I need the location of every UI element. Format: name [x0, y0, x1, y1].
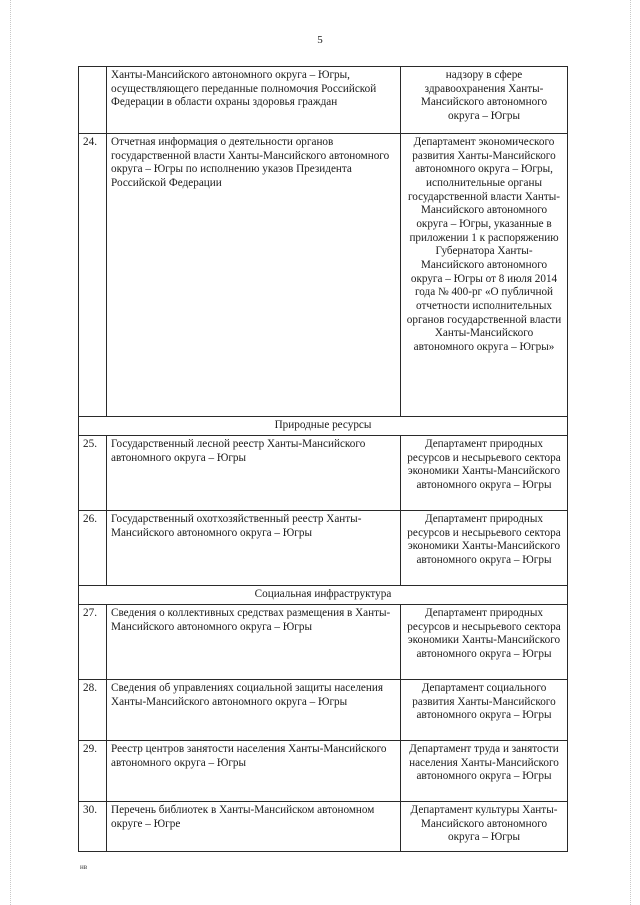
section-heading-social-infrastructure: Социальная инфраструктура: [79, 586, 568, 605]
row-title: Реестр центров занятости населения Ханты-Мансийского автономного округа – Югры: [107, 741, 401, 802]
row-number: 27.: [79, 605, 107, 680]
row-title: Государственный лесной реестр Ханты-Мансийского автономного округа – Югры: [107, 436, 401, 511]
row-responsible-org: Департамент природных ресурсов и несырьевого сектора экономики Ханты-Мансийского автономного округа – Югры: [401, 511, 568, 586]
table-row: [79, 67, 568, 134]
table-row: [79, 134, 568, 417]
row-title: Ханты-Мансийского автономного округа – Югры, осуществляющего переданные полномочия Российской Федерации в области охраны здоровья граждан: [107, 67, 401, 134]
row-title: Отчетная информация о деятельности органов государственной власти Ханты-Мансийского автономного округа – Югры по исполнению указов Президента Российской Федерации: [107, 134, 401, 417]
scan-edge-right: [630, 0, 632, 905]
row-responsible-org: надзору в сфере здравоохранения Ханты-Мансийского автономного округа – Югры: [401, 67, 568, 134]
table-row: [79, 680, 568, 741]
section-heading-natural-resources: Природные ресурсы: [79, 417, 568, 436]
scan-edge-left: [10, 0, 12, 905]
row-responsible-org: Департамент социального развития Ханты-Мансийского автономного округа – Югры: [401, 680, 568, 741]
row-number: 25.: [79, 436, 107, 511]
row-responsible-org: Департамент природных ресурсов и несырьевого сектора экономики Ханты-Мансийского автономного округа – Югры: [401, 436, 568, 511]
table-row: [79, 741, 568, 802]
row-number: 24.: [79, 134, 107, 417]
row-number: 29.: [79, 741, 107, 802]
row-responsible-org: Департамент природных ресурсов и несырьевого сектора экономики Ханты-Мансийского автономного округа – Югры: [401, 605, 568, 680]
section-row: [79, 417, 568, 436]
row-responsible-org: Департамент экономического развития Ханты-Мансийского автономного округа – Югры, исполнительные органы государственной власти Ханты-Мансийского автономного округа – Югры, указанные в приложении 1 к распоряжению Губернатора Ханты-Мансийского автономного округа – Югры от 8 июля 2014 года № 400-рг «О публичной отчетности исполнительных органов государственной власти Ханты-Мансийского автономного округа – Югры»: [401, 134, 568, 417]
row-number: 30.: [79, 802, 107, 852]
row-number: [79, 67, 107, 134]
table-row: [79, 802, 568, 852]
table-row: [79, 605, 568, 680]
row-title: Сведения о коллективных средствах размещения в Ханты-Мансийского автономного округа – Югры: [107, 605, 401, 680]
row-responsible-org: Департамент культуры Ханты-Мансийского автономного округа – Югры: [401, 802, 568, 852]
footer-code: нв: [80, 863, 88, 871]
row-number: 26.: [79, 511, 107, 586]
section-row: [79, 586, 568, 605]
row-title: Государственный охотхозяйственный реестр Ханты-Мансийского автономного округа – Югры: [107, 511, 401, 586]
table-row: [79, 436, 568, 511]
page-number: 5: [317, 34, 323, 46]
row-number: 28.: [79, 680, 107, 741]
registry-table: [78, 66, 568, 852]
row-title: Перечень библиотек в Ханты-Мансийском автономном округе – Югре: [107, 802, 401, 852]
table-row: [79, 511, 568, 586]
row-responsible-org: Департамент труда и занятости населения Ханты-Мансийского автономного округа – Югры: [401, 741, 568, 802]
row-title: Сведения об управлениях социальной защиты населения Ханты-Мансийского автономного округа – Югры: [107, 680, 401, 741]
